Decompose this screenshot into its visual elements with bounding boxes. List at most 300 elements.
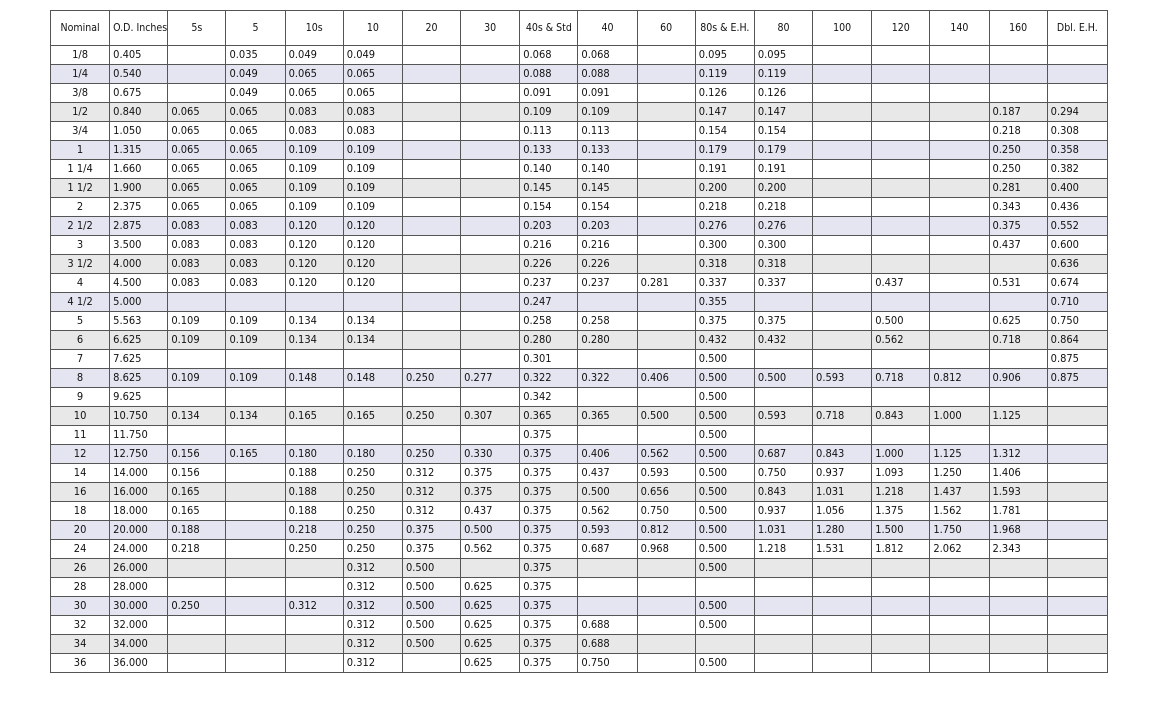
table-cell: 0.247 [520, 293, 578, 312]
table-cell [226, 616, 285, 635]
table-cell: 0.154 [520, 198, 578, 217]
table-row [51, 160, 1108, 179]
table-cell: 0.088 [520, 65, 578, 84]
table-cell [754, 559, 812, 578]
table-cell [930, 255, 989, 274]
table-cell: 0.148 [343, 369, 402, 388]
table-cell [1047, 540, 1107, 559]
table-cell: 0.864 [1047, 331, 1107, 350]
table-cell [930, 426, 989, 445]
table-cell: 0.375 [520, 502, 578, 521]
table-cell: 0.375 [402, 521, 460, 540]
table-cell: 0.200 [754, 179, 812, 198]
table-cell: 0.562 [578, 502, 637, 521]
table-cell [285, 293, 343, 312]
table-cell [930, 616, 989, 635]
table-cell [1047, 84, 1107, 103]
table-cell [637, 217, 695, 236]
nominal-size-cell: 4 1/2 [51, 293, 110, 312]
table-cell [285, 578, 343, 597]
table-cell: 32.000 [110, 616, 168, 635]
column-header: 160 [989, 11, 1047, 46]
table-cell [402, 331, 460, 350]
table-cell: 0.154 [695, 122, 754, 141]
table-cell: 0.065 [226, 141, 285, 160]
table-cell: 0.065 [285, 84, 343, 103]
table-cell: 0.625 [461, 616, 520, 635]
table-cell [226, 293, 285, 312]
table-row [51, 407, 1108, 426]
table-cell [402, 274, 460, 293]
table-cell: 0.065 [168, 103, 226, 122]
table-cell: 2.375 [110, 198, 168, 217]
table-cell [461, 388, 520, 407]
table-cell [989, 293, 1047, 312]
table-cell: 0.562 [872, 331, 930, 350]
pipe-schedule-table [50, 10, 1108, 673]
table-cell: 0.540 [110, 65, 168, 84]
column-header: 5 [226, 11, 285, 46]
table-cell: 0.500 [695, 464, 754, 483]
table-cell: 0.109 [578, 103, 637, 122]
table-cell [637, 65, 695, 84]
table-cell: 0.120 [285, 217, 343, 236]
table-cell: 0.500 [695, 483, 754, 502]
table-cell: 0.500 [695, 654, 754, 673]
table-cell [461, 179, 520, 198]
table-cell [402, 350, 460, 369]
table-cell: 5.563 [110, 312, 168, 331]
table-cell: 0.083 [226, 255, 285, 274]
table-cell [930, 350, 989, 369]
column-header: 80s & E.H. [695, 11, 754, 46]
table-cell [461, 236, 520, 255]
table-cell: 0.937 [813, 464, 872, 483]
column-header: Dbl. E.H. [1047, 11, 1107, 46]
table-cell: 0.875 [1047, 369, 1107, 388]
table-cell [285, 654, 343, 673]
table-cell: 0.358 [1047, 141, 1107, 160]
table-cell: 0.312 [343, 559, 402, 578]
table-cell [1047, 46, 1107, 65]
table-cell [1047, 464, 1107, 483]
nominal-size-cell: 16 [51, 483, 110, 502]
table-cell [226, 426, 285, 445]
nominal-size-cell: 1/2 [51, 103, 110, 122]
table-cell: 0.109 [168, 369, 226, 388]
table-cell [813, 236, 872, 255]
table-cell: 0.120 [343, 217, 402, 236]
table-cell: 0.083 [285, 103, 343, 122]
table-cell: 0.365 [520, 407, 578, 426]
table-cell: 0.375 [520, 616, 578, 635]
table-cell: 0.218 [695, 198, 754, 217]
table-cell: 0.600 [1047, 236, 1107, 255]
table-cell [930, 388, 989, 407]
table-cell: 0.065 [168, 179, 226, 198]
table-cell [461, 198, 520, 217]
table-cell [1047, 502, 1107, 521]
table-cell [168, 559, 226, 578]
table-cell: 0.095 [695, 46, 754, 65]
column-header: 120 [872, 11, 930, 46]
table-cell [813, 103, 872, 122]
table-cell: 11.750 [110, 426, 168, 445]
table-cell: 0.307 [461, 407, 520, 426]
table-cell: 26.000 [110, 559, 168, 578]
table-cell: 0.134 [226, 407, 285, 426]
table-cell: 24.000 [110, 540, 168, 559]
table-cell: 0.140 [520, 160, 578, 179]
table-cell: 0.109 [285, 179, 343, 198]
table-cell [226, 521, 285, 540]
table-cell: 0.091 [520, 84, 578, 103]
table-cell [343, 388, 402, 407]
nominal-size-cell: 24 [51, 540, 110, 559]
column-header: 20 [402, 11, 460, 46]
table-cell: 5.000 [110, 293, 168, 312]
table-cell: 0.154 [754, 122, 812, 141]
table-cell [989, 597, 1047, 616]
table-cell [930, 559, 989, 578]
table-cell: 0.337 [695, 274, 754, 293]
table-cell [872, 597, 930, 616]
table-cell [285, 388, 343, 407]
table-cell: 0.688 [578, 635, 637, 654]
table-cell [402, 388, 460, 407]
table-cell: 0.365 [578, 407, 637, 426]
table-cell: 0.318 [695, 255, 754, 274]
table-cell: 0.437 [461, 502, 520, 521]
nominal-size-cell: 2 1/2 [51, 217, 110, 236]
table-cell [872, 84, 930, 103]
table-cell [813, 217, 872, 236]
table-row [51, 312, 1108, 331]
table-cell: 0.165 [168, 502, 226, 521]
table-cell [637, 388, 695, 407]
table-cell: 0.906 [989, 369, 1047, 388]
table-cell [872, 426, 930, 445]
nominal-size-cell: 1/4 [51, 65, 110, 84]
table-cell: 0.375 [520, 426, 578, 445]
table-cell: 0.500 [695, 616, 754, 635]
table-cell [343, 426, 402, 445]
table-cell: 0.500 [695, 388, 754, 407]
table-cell: 1.280 [813, 521, 872, 540]
table-cell [637, 331, 695, 350]
table-cell [343, 293, 402, 312]
table-cell: 0.294 [1047, 103, 1107, 122]
table-cell [226, 559, 285, 578]
table-cell: 0.191 [695, 160, 754, 179]
table-cell: 0.562 [461, 540, 520, 559]
table-cell: 0.718 [872, 369, 930, 388]
table-cell: 1.500 [872, 521, 930, 540]
table-row [51, 369, 1108, 388]
table-cell: 0.593 [754, 407, 812, 426]
nominal-size-cell: 12 [51, 445, 110, 464]
table-cell: 34.000 [110, 635, 168, 654]
table-cell [930, 635, 989, 654]
table-cell: 0.276 [754, 217, 812, 236]
table-cell [226, 540, 285, 559]
table-cell: 0.656 [637, 483, 695, 502]
table-cell [461, 160, 520, 179]
table-cell: 1.050 [110, 122, 168, 141]
table-cell: 0.500 [402, 635, 460, 654]
table-cell: 0.140 [578, 160, 637, 179]
table-cell: 0.203 [578, 217, 637, 236]
table-cell [461, 274, 520, 293]
table-cell [461, 141, 520, 160]
table-cell [813, 426, 872, 445]
table-cell: 0.133 [520, 141, 578, 160]
table-cell [637, 559, 695, 578]
table-row [51, 426, 1108, 445]
table-cell: 0.147 [695, 103, 754, 122]
table-row [51, 274, 1108, 293]
nominal-size-cell: 3/4 [51, 122, 110, 141]
table-cell [461, 217, 520, 236]
table-cell: 1.093 [872, 464, 930, 483]
nominal-size-cell: 36 [51, 654, 110, 673]
table-cell: 0.812 [637, 521, 695, 540]
table-cell: 0.343 [989, 198, 1047, 217]
table-cell: 1.312 [989, 445, 1047, 464]
table-cell: 1.125 [930, 445, 989, 464]
table-cell: 0.083 [168, 217, 226, 236]
table-cell: 0.250 [989, 141, 1047, 160]
table-cell: 0.318 [754, 255, 812, 274]
table-row [51, 46, 1108, 65]
table-cell: 0.109 [285, 141, 343, 160]
table-cell: 0.250 [168, 597, 226, 616]
table-cell: 0.375 [520, 635, 578, 654]
table-header [51, 11, 1108, 46]
table-cell: 0.258 [578, 312, 637, 331]
table-cell [872, 65, 930, 84]
table-cell [461, 350, 520, 369]
header-row [51, 11, 1108, 46]
table-cell: 2.343 [989, 540, 1047, 559]
table-cell: 0.552 [1047, 217, 1107, 236]
table-cell: 0.437 [578, 464, 637, 483]
table-cell [637, 426, 695, 445]
table-cell: 1.406 [989, 464, 1047, 483]
column-header: Nominal [51, 11, 110, 46]
table-cell: 7.625 [110, 350, 168, 369]
table-cell [226, 483, 285, 502]
table-cell: 0.406 [578, 445, 637, 464]
table-cell: 0.088 [578, 65, 637, 84]
table-cell [402, 160, 460, 179]
table-cell: 0.750 [578, 654, 637, 673]
table-cell: 0.065 [226, 160, 285, 179]
table-cell [989, 388, 1047, 407]
table-cell: 0.812 [930, 369, 989, 388]
table-cell: 0.250 [402, 445, 460, 464]
table-row [51, 103, 1108, 122]
table-cell [1047, 635, 1107, 654]
column-header: 40 [578, 11, 637, 46]
column-header: 80 [754, 11, 812, 46]
table-cell: 1.593 [989, 483, 1047, 502]
table-cell: 0.109 [343, 141, 402, 160]
nominal-size-cell: 1 1/2 [51, 179, 110, 198]
table-cell: 0.180 [343, 445, 402, 464]
table-cell [754, 597, 812, 616]
table-cell [989, 46, 1047, 65]
table-cell: 0.083 [226, 274, 285, 293]
table-cell [1047, 578, 1107, 597]
table-cell [872, 122, 930, 141]
table-cell: 0.120 [343, 236, 402, 255]
table-cell: 0.145 [578, 179, 637, 198]
table-cell: 0.165 [285, 407, 343, 426]
table-cell: 0.750 [637, 502, 695, 521]
table-row [51, 578, 1108, 597]
table-cell [578, 293, 637, 312]
table-cell: 1.125 [989, 407, 1047, 426]
table-cell [461, 65, 520, 84]
table-cell: 0.237 [520, 274, 578, 293]
table-cell: 1.000 [930, 407, 989, 426]
table-cell: 0.109 [285, 198, 343, 217]
table-cell: 1.218 [754, 540, 812, 559]
table-cell: 1.375 [872, 502, 930, 521]
table-cell: 0.134 [285, 312, 343, 331]
table-cell: 1.812 [872, 540, 930, 559]
table-cell: 0.109 [343, 179, 402, 198]
table-cell [813, 597, 872, 616]
table-cell: 0.840 [110, 103, 168, 122]
table-cell: 0.500 [695, 502, 754, 521]
table-cell: 0.375 [520, 521, 578, 540]
table-cell [168, 654, 226, 673]
table-cell: 0.188 [285, 483, 343, 502]
table-cell: 0.083 [168, 255, 226, 274]
table-cell: 0.095 [754, 46, 812, 65]
table-cell: 0.216 [578, 236, 637, 255]
table-cell [754, 350, 812, 369]
table-cell: 0.500 [695, 597, 754, 616]
table-cell: 0.688 [578, 616, 637, 635]
table-cell: 0.843 [754, 483, 812, 502]
table-cell [989, 65, 1047, 84]
table-cell [578, 578, 637, 597]
table-cell: 0.250 [343, 540, 402, 559]
table-cell: 0.147 [754, 103, 812, 122]
table-cell: 0.035 [226, 46, 285, 65]
table-cell [226, 350, 285, 369]
table-cell [813, 255, 872, 274]
table-cell [872, 635, 930, 654]
table-cell [402, 65, 460, 84]
table-cell: 0.250 [285, 540, 343, 559]
table-cell: 0.375 [989, 217, 1047, 236]
table-cell [989, 654, 1047, 673]
column-header: 100 [813, 11, 872, 46]
table-cell: 30.000 [110, 597, 168, 616]
table-cell [402, 122, 460, 141]
table-row [51, 122, 1108, 141]
table-cell [226, 578, 285, 597]
table-cell [930, 46, 989, 65]
table-cell: 0.322 [578, 369, 637, 388]
table-cell: 1.531 [813, 540, 872, 559]
table-cell: 0.109 [226, 312, 285, 331]
column-header: 5s [168, 11, 226, 46]
nominal-size-cell: 10 [51, 407, 110, 426]
table-cell [989, 559, 1047, 578]
table-cell: 0.500 [695, 559, 754, 578]
table-cell: 0.119 [695, 65, 754, 84]
table-cell [285, 350, 343, 369]
table-cell: 0.250 [343, 502, 402, 521]
table-cell [226, 654, 285, 673]
table-cell: 0.187 [989, 103, 1047, 122]
table-cell: 0.593 [578, 521, 637, 540]
table-cell: 16.000 [110, 483, 168, 502]
table-cell: 0.280 [578, 331, 637, 350]
table-cell: 0.049 [343, 46, 402, 65]
table-cell: 0.375 [520, 445, 578, 464]
table-row [51, 84, 1108, 103]
table-cell: 0.113 [520, 122, 578, 141]
table-row [51, 540, 1108, 559]
table-cell [168, 388, 226, 407]
table-cell: 3.500 [110, 236, 168, 255]
table-cell: 0.437 [872, 274, 930, 293]
column-header: 30 [461, 11, 520, 46]
table-cell: 20.000 [110, 521, 168, 540]
table-cell [168, 578, 226, 597]
table-cell [872, 141, 930, 160]
table-cell: 0.133 [578, 141, 637, 160]
table-cell: 0.375 [520, 597, 578, 616]
nominal-size-cell: 6 [51, 331, 110, 350]
table-cell: 0.675 [110, 84, 168, 103]
table-cell: 0.406 [637, 369, 695, 388]
table-cell: 0.068 [520, 46, 578, 65]
table-cell [813, 160, 872, 179]
table-cell: 0.065 [168, 141, 226, 160]
table-cell: 0.322 [520, 369, 578, 388]
table-cell: 0.636 [1047, 255, 1107, 274]
table-cell: 0.083 [343, 103, 402, 122]
table-cell: 0.191 [754, 160, 812, 179]
nominal-size-cell: 20 [51, 521, 110, 540]
table-row [51, 654, 1108, 673]
table-cell [461, 293, 520, 312]
nominal-size-cell: 11 [51, 426, 110, 445]
table-cell [813, 331, 872, 350]
table-cell [930, 103, 989, 122]
table-cell: 0.308 [1047, 122, 1107, 141]
table-cell [930, 217, 989, 236]
table-cell: 1.437 [930, 483, 989, 502]
table-cell [1047, 654, 1107, 673]
table-cell [461, 559, 520, 578]
table-cell [402, 198, 460, 217]
table-cell: 0.226 [520, 255, 578, 274]
table-cell: 1.315 [110, 141, 168, 160]
table-cell [989, 426, 1047, 445]
table-cell: 0.109 [520, 103, 578, 122]
table-cell [402, 179, 460, 198]
table-cell [637, 84, 695, 103]
table-cell [578, 597, 637, 616]
